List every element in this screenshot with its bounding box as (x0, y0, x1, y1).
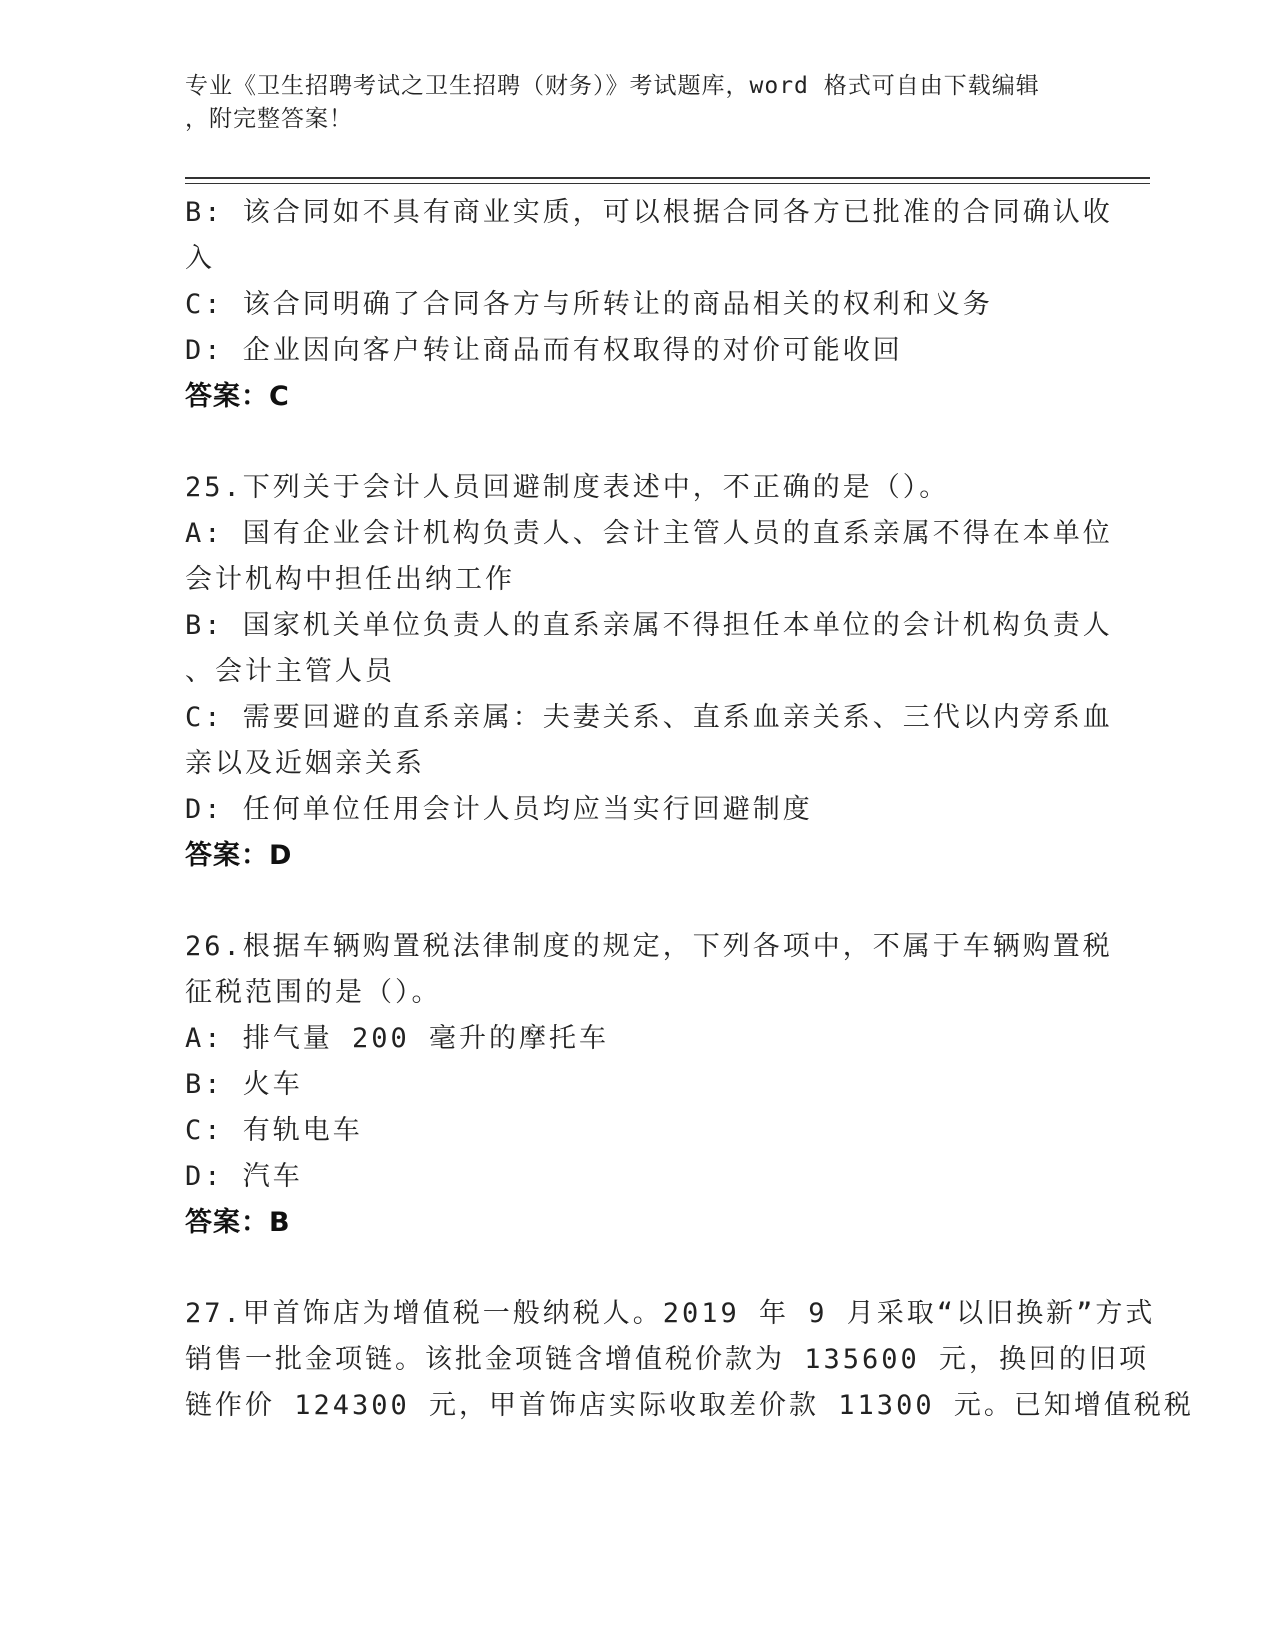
question-24-continued (185, 190, 1113, 420)
option-a-line-2: 会计机构中担任出纳工作 (185, 564, 515, 595)
document-header (185, 70, 1065, 136)
answer-26: 答案：B (185, 1207, 291, 1238)
option-c: C: 有轨电车 (185, 1115, 363, 1146)
spacer (185, 879, 1085, 924)
question-27 (185, 1291, 1194, 1429)
option-c-line-2: 亲以及近姻亲关系 (185, 748, 425, 779)
question-27-stem-line-3: 链作价 124300 元，甲首饰店实际收取差价款 11300 元。已知增值税税 (185, 1390, 1194, 1421)
question-26-stem-line-2: 征税范围的是（）。 (185, 977, 442, 1008)
option-b: B: 火车 (185, 1069, 303, 1100)
option-d: D: 企业因向客户转让商品而有权取得的对价可能收回 (185, 335, 903, 366)
option-b-line-2: 入 (185, 243, 215, 274)
question-27-stem-line-2: 销售一批金项链。该批金项链含增值税价款为 135600 元，换回的旧项 (185, 1344, 1150, 1375)
spacer (185, 420, 1085, 465)
answer-25: 答案：D (185, 840, 293, 871)
question-26-stem-line-1: 26.根据车辆购置税法律制度的规定，下列各项中，不属于车辆购置税 (185, 931, 1113, 962)
question-27-stem-line-1: 27.甲首饰店为增值税一般纳税人。2019 年 9 月采取“以旧换新”方式 (185, 1298, 1156, 1329)
option-b-line-1: B: 国家机关单位负责人的直系亲属不得担任本单位的会计机构负责人 (185, 610, 1113, 641)
question-25-stem: 25.下列关于会计人员回避制度表述中，不正确的是（）。 (185, 472, 950, 503)
header-line-2: ，附完整答案！ (185, 106, 353, 132)
question-25 (185, 465, 1113, 879)
option-d: D: 汽车 (185, 1161, 303, 1192)
option-c-line-1: C: 需要回避的直系亲属：夫妻关系、直系血亲关系、三代以内旁系血 (185, 702, 1113, 733)
option-b-line-1: B: 该合同如不具有商业实质，可以根据合同各方已批准的合同确认收 (185, 197, 1113, 228)
spacer (185, 1246, 1085, 1291)
header-divider-thin (185, 183, 1150, 184)
header-divider-thick (185, 177, 1150, 179)
option-a-line-1: A: 国有企业会计机构负责人、会计主管人员的直系亲属不得在本单位 (185, 518, 1113, 549)
answer-24: 答案：C (185, 381, 290, 412)
option-d: D: 任何单位任用会计人员均应当实行回避制度 (185, 794, 813, 825)
document-body (185, 190, 1194, 1429)
header-line-1: 专业《卫生招聘考试之卫生招聘（财务）》考试题库，word 格式可自由下载编辑 (185, 73, 1040, 99)
option-b-line-2: 、会计主管人员 (185, 656, 395, 687)
option-c: C: 该合同明确了合同各方与所转让的商品相关的权利和义务 (185, 289, 993, 320)
question-26 (185, 924, 1113, 1246)
option-a: A: 排气量 200 毫升的摩托车 (185, 1023, 610, 1054)
